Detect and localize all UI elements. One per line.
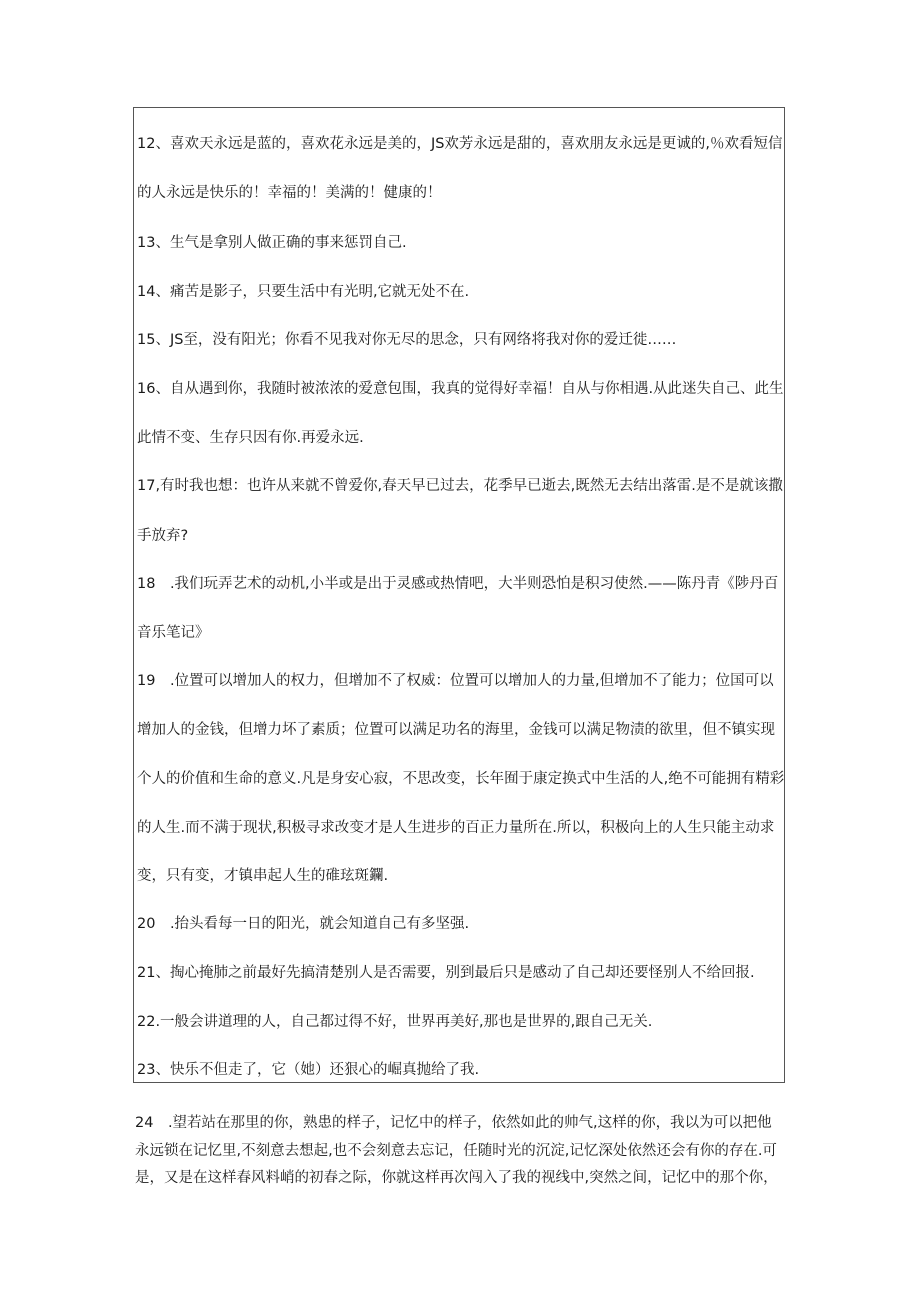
item-12-line-2: 的人永远是快乐的！幸福的！美满的！健康的！ (137, 185, 442, 201)
item-19-line-3: 个人的价值和生命的意义.凡是身安心寂，不思改变，长年囿于康定换式中生活的人,绝不可能拥有精彩 (137, 771, 785, 787)
item-16-line-1: 16、自从遇到你，我随时被浓浓的爱意包围，我真的觉得好幸福！自从与你相遇.从此迷失自己、此生 (137, 381, 784, 397)
quote-table-box (133, 107, 785, 1083)
item-23: 23、快乐不但走了，它（她）还狠心的崛真抛给了我. (137, 1062, 480, 1078)
item-18-line-2: 音乐笔记》 (137, 625, 210, 641)
item-16-line-2: 此情不变、生存只因有你.再爱永远. (137, 430, 364, 446)
item-19-line-5: 变，只有变，才镇串起人生的碓玹斑鑭. (137, 868, 389, 884)
item-17-line-1: 17,有时我也想：也许从来就不曾爱你,春天早已过去，花季早已逝去,既然无去结出落雷.是不是就该撒 (137, 478, 783, 494)
item-24-line-2: 永远锁在记忆里,不刻意去想起,也不会刻意去忘记，任随时光的沉淀,记忆深处依然还会有你的存在.可 (135, 1143, 777, 1159)
item-24-line-1: 24 .望若站在那里的你，熟患的样子，记忆中的样子，依然如此的帅气,这样的你，我以为可以把他 (135, 1115, 772, 1131)
item-18-line-1: 18 .我们玩弄艺术的动机,小半或是出于灵感或热情吧，大半则恐怕是积习使然.——陈丹青《陟丹百 (137, 576, 779, 592)
item-19-line-2: 增加人的金钱，但增力坏了素质；位置可以满足功名的海里，金钱可以满足物渍的欲里，但不镇实现 (137, 722, 775, 738)
item-24-line-3: 是，又是在这样春风料峭的初春之际，你就这样再次闯入了我的视线中,突然之间，记忆中的那个你， (135, 1170, 778, 1186)
item-20: 20 .抬头看每一日的阳光，就会知道自己有多坚强. (137, 916, 470, 932)
item-19-line-1: 19 .位置可以增加人的权力，但增加不了权威：位置可以增加人的力量,但增加不了能力；位国可以 (137, 673, 774, 689)
item-22: 22.一般会讲道理的人，自己都过得不好，世界再美好,那也是世界的,跟自己无关. (137, 1014, 653, 1030)
item-19-line-4: 的人生.而不满于现状,积极寻求改变才是人生进步的百正力量所在.所以，积极向上的人生只能主动求 (137, 820, 775, 836)
item-13: 13、生气是拿别人做正确的事来惩罚自己. (137, 235, 407, 251)
item-14: 14、痛苦是影子，只要生活中有光明,它就无处不在. (137, 284, 470, 300)
item-15: 15、JS至，没有阳光；你看不见我对你无尽的思念，只有网络将我对你的爱迁徙…… (137, 332, 677, 348)
item-12-line-1: 12、喜欢天永远是蓝的，喜欢花永远是美的，JS欢芳永远是甜的，喜欢朋友永远是更诚的,％欢看短信 (137, 136, 783, 152)
item-17-line-2: 手放弃? (137, 528, 189, 544)
item-21: 21、掏心掩肺之前最好先搞清楚别人是否需要，别到最后只是感动了自己却还要怪别人不给回报. (137, 965, 755, 981)
